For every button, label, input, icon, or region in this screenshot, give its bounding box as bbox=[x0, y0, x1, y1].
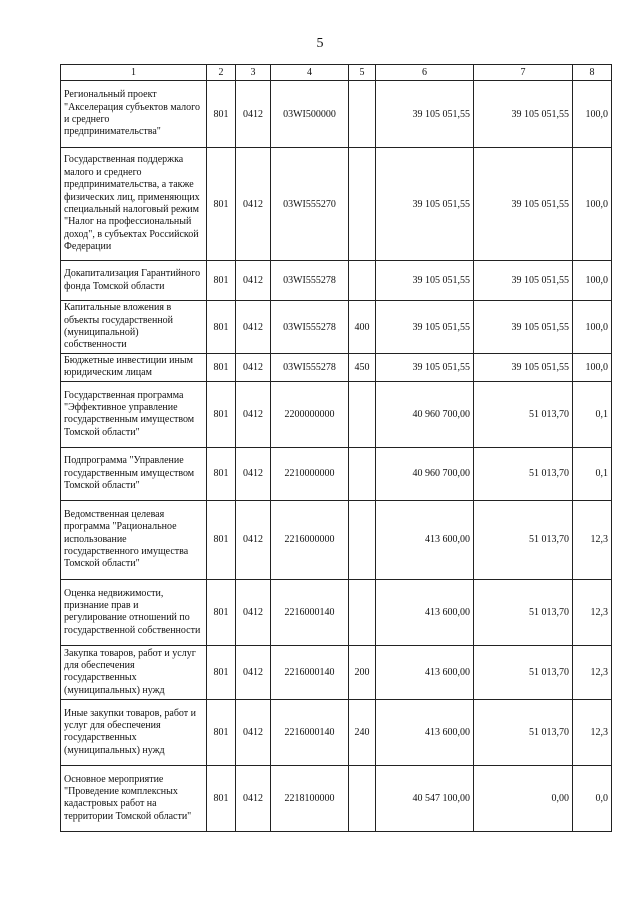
row-c7: 0,00 bbox=[474, 765, 573, 831]
row-c5: 450 bbox=[349, 354, 376, 382]
row-c2: 801 bbox=[207, 699, 236, 765]
column-header: 4 bbox=[271, 65, 349, 81]
column-header: 5 bbox=[349, 65, 376, 81]
row-c2: 801 bbox=[207, 261, 236, 301]
row-c6: 39 105 051,55 bbox=[376, 148, 474, 261]
row-c2: 801 bbox=[207, 579, 236, 645]
row-c7: 39 105 051,55 bbox=[474, 301, 573, 354]
row-c4: 03WI555278 bbox=[271, 354, 349, 382]
row-c6: 413 600,00 bbox=[376, 500, 474, 579]
row-name: Подпрограмма "Управление государственным имуществом Томской области" bbox=[61, 447, 207, 500]
row-c3: 0412 bbox=[236, 261, 271, 301]
row-c8: 12,3 bbox=[573, 645, 612, 699]
row-c3: 0412 bbox=[236, 765, 271, 831]
row-c4: 2218100000 bbox=[271, 765, 349, 831]
row-c2: 801 bbox=[207, 301, 236, 354]
column-header: 2 bbox=[207, 65, 236, 81]
row-name: Капитальные вложения в объекты государственной (муниципальной) собственности bbox=[61, 301, 207, 354]
row-c3: 0412 bbox=[236, 579, 271, 645]
row-c7: 39 105 051,55 bbox=[474, 261, 573, 301]
row-c8: 0,0 bbox=[573, 765, 612, 831]
row-c6: 39 105 051,55 bbox=[376, 301, 474, 354]
row-name: Основное мероприятие "Проведение комплексных кадастровых работ на территории Томской области" bbox=[61, 765, 207, 831]
row-c2: 801 bbox=[207, 354, 236, 382]
row-c3: 0412 bbox=[236, 447, 271, 500]
row-c4: 2216000140 bbox=[271, 699, 349, 765]
row-c5 bbox=[349, 261, 376, 301]
row-name: Ведомственная целевая программа "Рациональное использование государственного имущества Томской области" bbox=[61, 500, 207, 579]
row-c4: 2216000140 bbox=[271, 579, 349, 645]
row-c3: 0412 bbox=[236, 699, 271, 765]
row-c2: 801 bbox=[207, 500, 236, 579]
row-c6: 39 105 051,55 bbox=[376, 354, 474, 382]
row-name: Иные закупки товаров, работ и услуг для обеспечения государственных (муниципальных) нужд bbox=[61, 699, 207, 765]
row-c8: 12,3 bbox=[573, 699, 612, 765]
row-c4: 03WI500000 bbox=[271, 81, 349, 148]
row-c4: 03WI555278 bbox=[271, 261, 349, 301]
row-c7: 51 013,70 bbox=[474, 699, 573, 765]
row-c7: 51 013,70 bbox=[474, 645, 573, 699]
row-c5 bbox=[349, 81, 376, 148]
row-c3: 0412 bbox=[236, 645, 271, 699]
row-c5 bbox=[349, 500, 376, 579]
row-c8: 0,1 bbox=[573, 381, 612, 447]
table-row bbox=[61, 261, 612, 301]
table-row bbox=[61, 354, 612, 382]
row-c3: 0412 bbox=[236, 148, 271, 261]
row-c2: 801 bbox=[207, 645, 236, 699]
row-c6: 413 600,00 bbox=[376, 699, 474, 765]
row-c4: 03WI555270 bbox=[271, 148, 349, 261]
row-c7: 51 013,70 bbox=[474, 447, 573, 500]
row-c8: 100,0 bbox=[573, 261, 612, 301]
row-c6: 413 600,00 bbox=[376, 645, 474, 699]
row-c3: 0412 bbox=[236, 81, 271, 148]
row-name: Докапитализация Гарантийного фонда Томской области bbox=[61, 261, 207, 301]
column-header: 7 bbox=[474, 65, 573, 81]
row-c7: 39 105 051,55 bbox=[474, 148, 573, 261]
row-c5 bbox=[349, 447, 376, 500]
row-c7: 39 105 051,55 bbox=[474, 81, 573, 148]
row-c5 bbox=[349, 765, 376, 831]
row-c5: 400 bbox=[349, 301, 376, 354]
row-c7: 51 013,70 bbox=[474, 500, 573, 579]
row-c2: 801 bbox=[207, 765, 236, 831]
table-row bbox=[61, 765, 612, 831]
table-row bbox=[61, 645, 612, 699]
row-name: Закупка товаров, работ и услуг для обеспечения государственных (муниципальных) нужд bbox=[61, 645, 207, 699]
row-c6: 40 960 700,00 bbox=[376, 381, 474, 447]
page-number: 5 bbox=[316, 36, 324, 51]
row-c8: 0,1 bbox=[573, 447, 612, 500]
row-c8: 100,0 bbox=[573, 81, 612, 148]
row-c8: 12,3 bbox=[573, 579, 612, 645]
row-c5 bbox=[349, 148, 376, 261]
table-row bbox=[61, 81, 612, 148]
table-row bbox=[61, 148, 612, 261]
table-header-row bbox=[61, 65, 612, 81]
row-c5 bbox=[349, 381, 376, 447]
column-header: 8 bbox=[573, 65, 612, 81]
row-c3: 0412 bbox=[236, 354, 271, 382]
row-c3: 0412 bbox=[236, 381, 271, 447]
budget-table bbox=[60, 64, 612, 832]
row-c4: 2200000000 bbox=[271, 381, 349, 447]
row-c7: 51 013,70 bbox=[474, 381, 573, 447]
row-c5: 200 bbox=[349, 645, 376, 699]
row-c7: 39 105 051,55 bbox=[474, 354, 573, 382]
row-c5: 240 bbox=[349, 699, 376, 765]
column-header: 3 bbox=[236, 65, 271, 81]
row-c4: 2216000140 bbox=[271, 645, 349, 699]
row-c7: 51 013,70 bbox=[474, 579, 573, 645]
row-c5 bbox=[349, 579, 376, 645]
row-name: Государственная программа "Эффективное управление государственным имуществом Томской области" bbox=[61, 381, 207, 447]
row-c4: 2216000000 bbox=[271, 500, 349, 579]
row-c4: 2210000000 bbox=[271, 447, 349, 500]
row-name: Бюджетные инвестиции иным юридическим лицам bbox=[61, 354, 207, 382]
row-c6: 40 547 100,00 bbox=[376, 765, 474, 831]
row-c8: 100,0 bbox=[573, 354, 612, 382]
table-row bbox=[61, 447, 612, 500]
row-name: Государственная поддержка малого и среднего предпринимательства, а также физических лиц, применяющих специальный налоговый режим "Налог на профессиональный доход", в субъектах Российской Федерации bbox=[61, 148, 207, 261]
row-c6: 39 105 051,55 bbox=[376, 81, 474, 148]
table-row bbox=[61, 500, 612, 579]
row-c2: 801 bbox=[207, 381, 236, 447]
row-c6: 413 600,00 bbox=[376, 579, 474, 645]
table-row bbox=[61, 301, 612, 354]
row-c6: 39 105 051,55 bbox=[376, 261, 474, 301]
row-c3: 0412 bbox=[236, 500, 271, 579]
row-c3: 0412 bbox=[236, 301, 271, 354]
table-row bbox=[61, 381, 612, 447]
column-header: 1 bbox=[61, 65, 207, 81]
table-row bbox=[61, 699, 612, 765]
row-c6: 40 960 700,00 bbox=[376, 447, 474, 500]
table-row bbox=[61, 579, 612, 645]
row-name: Региональный проект "Акселерация субъектов малого и среднего предпринимательства" bbox=[61, 81, 207, 148]
column-header: 6 bbox=[376, 65, 474, 81]
row-c8: 12,3 bbox=[573, 500, 612, 579]
row-name: Оценка недвижимости, признание прав и регулирование отношений по государственной собственности bbox=[61, 579, 207, 645]
row-c8: 100,0 bbox=[573, 148, 612, 261]
row-c4: 03WI555278 bbox=[271, 301, 349, 354]
row-c2: 801 bbox=[207, 81, 236, 148]
row-c2: 801 bbox=[207, 148, 236, 261]
row-c2: 801 bbox=[207, 447, 236, 500]
row-c8: 100,0 bbox=[573, 301, 612, 354]
